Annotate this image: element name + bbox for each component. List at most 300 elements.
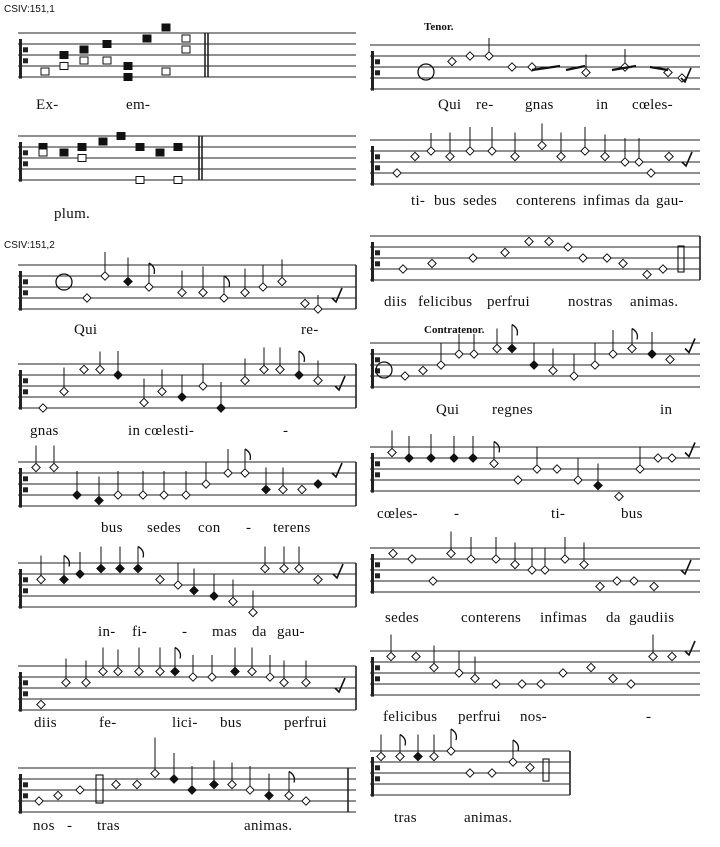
custos-mark bbox=[333, 564, 343, 578]
note-white bbox=[525, 237, 533, 245]
lyric: nos- bbox=[520, 709, 548, 725]
custos-mark bbox=[332, 463, 342, 477]
note-white bbox=[587, 663, 595, 671]
note-white bbox=[314, 376, 322, 384]
custos-mark bbox=[332, 288, 342, 302]
note-white bbox=[145, 283, 153, 291]
reference-label-2: CSIV:151,2 bbox=[4, 240, 55, 251]
clef-mark bbox=[371, 51, 374, 91]
note-white bbox=[408, 555, 416, 563]
note-white bbox=[35, 797, 43, 805]
lyric: - bbox=[182, 624, 188, 640]
note-white bbox=[295, 564, 303, 572]
note-white bbox=[112, 780, 120, 788]
lyric: Qui bbox=[74, 322, 98, 338]
note-white bbox=[60, 387, 68, 395]
clef-mark bbox=[23, 47, 28, 52]
clef-mark bbox=[23, 290, 28, 295]
note-white bbox=[628, 344, 636, 352]
lyric: gnas bbox=[525, 97, 554, 113]
lyric: felicibus bbox=[383, 709, 438, 725]
note-white bbox=[591, 361, 599, 369]
clef-mark bbox=[23, 793, 28, 798]
note-black bbox=[295, 371, 303, 379]
note-white bbox=[401, 372, 409, 380]
note-black bbox=[217, 404, 225, 412]
lyric: re- bbox=[301, 322, 319, 338]
note-white bbox=[448, 57, 456, 65]
note-white bbox=[528, 566, 536, 574]
note-white bbox=[37, 700, 45, 708]
note-white bbox=[302, 678, 310, 686]
square-note-black bbox=[60, 52, 68, 59]
note-white bbox=[564, 243, 572, 251]
note-black bbox=[210, 592, 218, 600]
lyric: tras bbox=[97, 818, 120, 834]
lyric: in bbox=[660, 402, 673, 418]
note-white bbox=[80, 365, 88, 373]
note-white bbox=[668, 454, 676, 462]
clef-mark bbox=[19, 370, 22, 410]
square-note-black bbox=[117, 133, 125, 140]
lyric-em: em- bbox=[126, 97, 151, 113]
square-note-white bbox=[162, 68, 170, 75]
note-white bbox=[574, 476, 582, 484]
note-black bbox=[414, 752, 422, 760]
note-white bbox=[509, 758, 517, 766]
note-flag bbox=[175, 648, 180, 659]
lyric: - bbox=[246, 520, 252, 536]
note-white bbox=[490, 459, 498, 467]
note-white bbox=[429, 577, 437, 585]
note-black bbox=[508, 344, 516, 352]
note-white bbox=[609, 350, 617, 358]
note-flag bbox=[513, 740, 518, 751]
clef-mark bbox=[375, 676, 380, 681]
clef-mark bbox=[375, 573, 380, 578]
lyric: bus bbox=[220, 715, 242, 731]
note-black bbox=[314, 480, 322, 488]
clef-mark bbox=[375, 765, 380, 770]
note-white bbox=[579, 254, 587, 262]
note-black bbox=[60, 575, 68, 583]
lyric: regnes bbox=[492, 402, 533, 418]
note-white bbox=[393, 169, 401, 177]
note-white bbox=[298, 485, 306, 493]
note-flag bbox=[400, 735, 405, 746]
note-white bbox=[518, 680, 526, 688]
square-note-black bbox=[103, 41, 111, 48]
note-white bbox=[488, 147, 496, 155]
note-white bbox=[156, 667, 164, 675]
note-white bbox=[649, 652, 657, 660]
note-flag bbox=[245, 449, 250, 460]
note-white bbox=[466, 769, 474, 777]
note-black bbox=[530, 361, 538, 369]
lyric: nos bbox=[33, 818, 55, 834]
square-note-black bbox=[143, 35, 151, 42]
clef-mark bbox=[375, 59, 380, 64]
clef-mark bbox=[19, 774, 22, 814]
clef-mark bbox=[23, 58, 28, 63]
lyric: sedes bbox=[463, 193, 497, 209]
lyric: ti- bbox=[551, 506, 566, 522]
square-note-white bbox=[60, 63, 68, 70]
note-white bbox=[613, 577, 621, 585]
lyric: da bbox=[606, 610, 621, 626]
clef-mark bbox=[371, 146, 374, 186]
lyric: sedes bbox=[147, 520, 181, 536]
clef-mark bbox=[375, 776, 380, 781]
square-note-black bbox=[78, 144, 86, 151]
note-black bbox=[265, 791, 273, 799]
note-white bbox=[202, 480, 210, 488]
clef-mark bbox=[19, 672, 22, 712]
note-white bbox=[387, 652, 395, 660]
note-white bbox=[249, 608, 257, 616]
note-black bbox=[190, 586, 198, 594]
note-white bbox=[301, 299, 309, 307]
clef-mark bbox=[371, 554, 374, 594]
note-white bbox=[654, 454, 662, 462]
note-white bbox=[50, 463, 58, 471]
note-white bbox=[581, 147, 589, 155]
note-white bbox=[601, 152, 609, 160]
square-note-black bbox=[124, 63, 132, 70]
note-white bbox=[471, 674, 479, 682]
lyric: nostras bbox=[568, 294, 613, 310]
custos-mark bbox=[681, 560, 691, 574]
note-black bbox=[469, 454, 477, 462]
note-white bbox=[511, 152, 519, 160]
square-note-white bbox=[80, 57, 88, 64]
custos-mark bbox=[685, 339, 695, 353]
clef-mark bbox=[375, 357, 380, 362]
clef-mark bbox=[23, 378, 28, 383]
note-white bbox=[248, 667, 256, 675]
note-white bbox=[37, 575, 45, 583]
note-white bbox=[665, 152, 673, 160]
note-white bbox=[580, 560, 588, 568]
custos-mark bbox=[335, 376, 345, 390]
lyric: da bbox=[252, 624, 267, 640]
square-note-black bbox=[136, 144, 144, 151]
lyric: gnas bbox=[30, 423, 59, 439]
note-white bbox=[430, 663, 438, 671]
reference-label-1: CSIV:151,1 bbox=[4, 4, 55, 15]
clef-mark bbox=[19, 39, 22, 79]
note-white bbox=[419, 366, 427, 374]
clef-mark bbox=[375, 165, 380, 170]
note-black bbox=[188, 786, 196, 794]
lyric: gau- bbox=[656, 193, 684, 209]
note-white bbox=[246, 786, 254, 794]
clef-mark bbox=[375, 461, 380, 466]
note-black bbox=[450, 454, 458, 462]
note-black bbox=[405, 454, 413, 462]
note-white bbox=[160, 491, 168, 499]
note-white bbox=[545, 237, 553, 245]
note-flag bbox=[632, 329, 637, 340]
lyric: infimas bbox=[583, 193, 631, 209]
custos-mark bbox=[685, 641, 695, 655]
clef-mark bbox=[23, 691, 28, 696]
note-white bbox=[82, 678, 90, 686]
lyric: conterens bbox=[516, 193, 577, 209]
lyric: ti- bbox=[411, 193, 426, 209]
note-white bbox=[561, 555, 569, 563]
clef-mark bbox=[23, 279, 28, 284]
lyric: fe- bbox=[99, 715, 117, 731]
clef-mark bbox=[371, 453, 374, 493]
clef-mark bbox=[375, 250, 380, 255]
lyric: in bbox=[596, 97, 609, 113]
note-white bbox=[156, 575, 164, 583]
voice-label-contratenor: Contratenor. bbox=[424, 324, 485, 336]
note-black bbox=[124, 277, 132, 285]
note-white bbox=[280, 678, 288, 686]
custos-mark bbox=[335, 678, 345, 692]
note-white bbox=[76, 786, 84, 794]
note-white bbox=[276, 365, 284, 373]
clef-mark bbox=[23, 476, 28, 481]
lyric: sedes bbox=[385, 610, 419, 626]
note-white bbox=[455, 350, 463, 358]
note-black bbox=[95, 496, 103, 504]
note-white bbox=[151, 769, 159, 777]
lyric: felicibus bbox=[418, 294, 473, 310]
clef-mark bbox=[375, 472, 380, 477]
lyric-plum: plum. bbox=[54, 206, 91, 222]
note-white bbox=[485, 52, 493, 60]
lyric: lici- bbox=[172, 715, 198, 731]
note-white bbox=[101, 272, 109, 280]
lyric: bus bbox=[621, 506, 643, 522]
note-white bbox=[199, 288, 207, 296]
note-white bbox=[241, 376, 249, 384]
note-white bbox=[603, 254, 611, 262]
note-white bbox=[541, 566, 549, 574]
clef-mark bbox=[23, 588, 28, 593]
note-black bbox=[73, 491, 81, 499]
note-white bbox=[241, 288, 249, 296]
clef-mark bbox=[23, 389, 28, 394]
note-white bbox=[526, 763, 534, 771]
square-note-white bbox=[182, 46, 190, 53]
clef-mark bbox=[375, 665, 380, 670]
lyric: animas. bbox=[464, 810, 513, 826]
lyric: - bbox=[283, 423, 289, 439]
lyric: bus bbox=[101, 520, 123, 536]
clef-mark bbox=[375, 70, 380, 75]
note-black bbox=[427, 454, 435, 462]
note-white bbox=[469, 254, 477, 262]
lyric: animas. bbox=[244, 818, 293, 834]
lyric: da bbox=[635, 193, 650, 209]
longa-note bbox=[678, 246, 684, 272]
note-black bbox=[594, 481, 602, 489]
square-note-black bbox=[162, 24, 170, 31]
note-white bbox=[83, 294, 91, 302]
custos-mark bbox=[685, 443, 695, 457]
lyric: in cœlesti- bbox=[128, 423, 195, 439]
note-white bbox=[538, 141, 546, 149]
note-white bbox=[260, 365, 268, 373]
note-black bbox=[76, 570, 84, 578]
note-white bbox=[133, 780, 141, 788]
square-note-white bbox=[174, 177, 182, 184]
square-note-white bbox=[136, 177, 144, 184]
clef-mark bbox=[371, 349, 374, 389]
note-white bbox=[647, 169, 655, 177]
note-white bbox=[96, 365, 104, 373]
note-white bbox=[659, 265, 667, 273]
note-white bbox=[158, 387, 166, 395]
note-black bbox=[231, 667, 239, 675]
note-white bbox=[208, 673, 216, 681]
lyric: tras bbox=[394, 810, 417, 826]
lyric: conterens bbox=[461, 610, 522, 626]
lyric: gaudiis bbox=[629, 610, 675, 626]
note-white bbox=[377, 752, 385, 760]
note-white bbox=[224, 469, 232, 477]
note-white bbox=[261, 564, 269, 572]
note-white bbox=[189, 673, 197, 681]
note-flag bbox=[224, 276, 229, 287]
note-white bbox=[488, 769, 496, 777]
note-white bbox=[302, 797, 310, 805]
clef-mark bbox=[19, 468, 22, 508]
lyric: diis bbox=[384, 294, 407, 310]
note-white bbox=[635, 158, 643, 166]
clef-mark bbox=[23, 161, 28, 166]
clef-mark bbox=[371, 242, 374, 282]
note-white bbox=[427, 147, 435, 155]
note-white bbox=[266, 673, 274, 681]
lyric: cœles- bbox=[632, 97, 673, 113]
note-white bbox=[557, 152, 565, 160]
lyric: Qui bbox=[436, 402, 460, 418]
clef-mark bbox=[23, 577, 28, 582]
note-white bbox=[596, 582, 604, 590]
note-white bbox=[99, 667, 107, 675]
clef-mark bbox=[19, 271, 22, 311]
note-white bbox=[428, 259, 436, 267]
square-note-black bbox=[156, 149, 164, 156]
note-white bbox=[455, 669, 463, 677]
note-white bbox=[228, 780, 236, 788]
lyric: perfrui bbox=[284, 715, 327, 731]
note-white bbox=[396, 752, 404, 760]
note-white bbox=[135, 667, 143, 675]
note-white bbox=[514, 476, 522, 484]
lyric: perfrui bbox=[458, 709, 501, 725]
note-flag bbox=[299, 351, 304, 362]
lyric-ex: Ex- bbox=[36, 97, 59, 113]
note-white bbox=[220, 294, 228, 302]
lyric: cœles- bbox=[377, 506, 418, 522]
note-white bbox=[508, 63, 516, 71]
lyric: mas bbox=[212, 624, 238, 640]
note-white bbox=[619, 259, 627, 267]
note-white bbox=[636, 465, 644, 473]
note-black bbox=[134, 564, 142, 572]
note-black bbox=[114, 371, 122, 379]
lyric: in- bbox=[98, 624, 116, 640]
note-white bbox=[553, 465, 561, 473]
note-white bbox=[582, 68, 590, 76]
square-note-white bbox=[41, 68, 49, 75]
note-white bbox=[666, 355, 674, 363]
note-white bbox=[570, 372, 578, 380]
square-note-white bbox=[39, 149, 47, 156]
note-white bbox=[511, 560, 519, 568]
note-white bbox=[412, 652, 420, 660]
note-white bbox=[399, 265, 407, 273]
clef-mark bbox=[19, 569, 22, 609]
square-note-black bbox=[80, 46, 88, 53]
clef-mark bbox=[371, 757, 374, 797]
note-flag bbox=[138, 547, 143, 558]
note-white bbox=[114, 667, 122, 675]
note-white bbox=[178, 288, 186, 296]
note-black bbox=[648, 350, 656, 358]
lyric: Qui bbox=[438, 97, 462, 113]
square-note-black bbox=[60, 149, 68, 156]
note-black bbox=[171, 667, 179, 675]
note-white bbox=[139, 491, 147, 499]
clef-mark bbox=[23, 680, 28, 685]
note-white bbox=[501, 248, 509, 256]
lyric: perfrui bbox=[487, 294, 530, 310]
voice-label-tenor: Tenor. bbox=[424, 21, 454, 33]
clef-mark bbox=[375, 154, 380, 159]
clef-mark bbox=[375, 562, 380, 567]
note-white bbox=[615, 492, 623, 500]
note-white bbox=[467, 555, 475, 563]
clef-mark bbox=[19, 142, 22, 182]
note-white bbox=[630, 577, 638, 585]
note-white bbox=[609, 674, 617, 682]
lyric: - bbox=[454, 506, 460, 522]
note-black bbox=[170, 775, 178, 783]
note-black bbox=[116, 564, 124, 572]
note-flag bbox=[64, 556, 69, 567]
note-white bbox=[389, 549, 397, 557]
note-white bbox=[627, 680, 635, 688]
note-white bbox=[447, 549, 455, 557]
note-black bbox=[97, 564, 105, 572]
lyric: - bbox=[67, 818, 73, 834]
lyric: con bbox=[198, 520, 221, 536]
square-note-black bbox=[99, 138, 107, 145]
note-flag bbox=[512, 325, 517, 336]
note-white bbox=[447, 747, 455, 755]
note-white bbox=[278, 277, 286, 285]
note-white bbox=[182, 491, 190, 499]
note-white bbox=[285, 791, 293, 799]
lyric: fi- bbox=[132, 624, 148, 640]
note-white bbox=[54, 791, 62, 799]
note-white bbox=[314, 575, 322, 583]
note-white bbox=[411, 152, 419, 160]
lyric: diis bbox=[34, 715, 57, 731]
note-white bbox=[229, 597, 237, 605]
clef-mark bbox=[375, 261, 380, 266]
note-white bbox=[388, 448, 396, 456]
note-white bbox=[430, 752, 438, 760]
note-white bbox=[537, 680, 545, 688]
